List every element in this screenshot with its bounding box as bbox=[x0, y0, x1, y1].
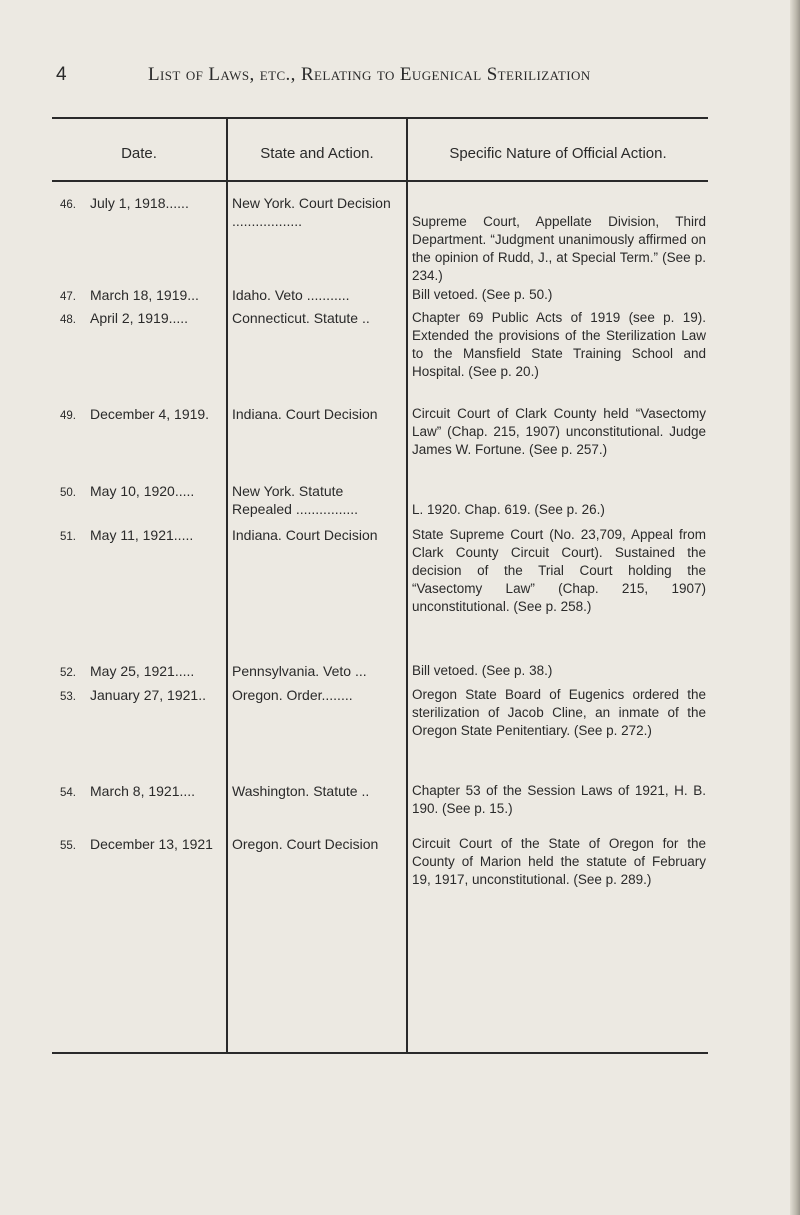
date-text: April 2, 1919..... bbox=[90, 310, 189, 326]
row-number: 49. bbox=[60, 410, 76, 422]
header-date: Date. bbox=[121, 145, 157, 162]
date-text: May 11, 1921..... bbox=[90, 527, 194, 543]
column-divider-2 bbox=[406, 117, 408, 1054]
row-54-specific-nature: Chapter 53 of the Session Laws of 1921, H. B. 190. (See p. 15.) bbox=[412, 783, 706, 816]
row-49-specific-nature: Circuit Court of Clark County held “Vasectomy Law” (Chap. 215, 1907) unconstitutional. Judge James W. Fortune. (See p. 257.) bbox=[412, 406, 706, 457]
row-55-specific-nature: Circuit Court of the State of Oregon for the County of Marion held the statute of February 19, 1917, unconstitutional. (See p. 289.) bbox=[412, 836, 706, 887]
date-text: December 4, 1919. bbox=[90, 406, 210, 422]
header-state-action: State and Action. bbox=[260, 145, 374, 162]
row-51-specific-nature: State Supreme Court (No. 23,709, Appeal from Clark County Circuit Court). Sustained the decision of the Trial Court holding the “Vasectomy Law” (Chap. 215, 1907) unconstitutional. (See p. 258.) bbox=[412, 527, 706, 614]
row-number: 50. bbox=[60, 487, 76, 499]
row-46-specific-nature: Supreme Court, Appellate Division, Third Department. “Judgment unanimously affirmed on the opinion of Rudd, J., at Special Term.” (See p. 234.) bbox=[412, 214, 706, 283]
row-48-specific-nature: Chapter 69 Public Acts of 1919 (see p. 19). Extended the provisions of the Sterilization Law to the Mansfield State Training School and Hospital. (See p. 20.) bbox=[412, 310, 706, 379]
row-49-date bbox=[60, 405, 225, 425]
row-52-date bbox=[60, 662, 225, 682]
row-number: 55. bbox=[60, 840, 76, 852]
date-text: July 1, 1918...... bbox=[90, 195, 189, 211]
row-number: 52. bbox=[60, 667, 76, 679]
table-bottom-rule bbox=[52, 1052, 708, 1054]
row-53-state-action: Oregon. Order........ bbox=[232, 687, 353, 703]
date-text: May 25, 1921..... bbox=[90, 663, 195, 679]
row-53-date bbox=[60, 686, 225, 706]
date-text: March 8, 1921.... bbox=[90, 783, 196, 799]
row-47-date bbox=[60, 286, 225, 306]
row-51-date bbox=[60, 526, 225, 546]
row-50-date bbox=[60, 482, 225, 502]
row-49-state-action: Indiana. Court Decision bbox=[232, 406, 378, 422]
column-divider-1 bbox=[226, 117, 228, 1054]
header-specific-nature: Specific Nature of Official Action. bbox=[449, 145, 667, 162]
row-48-date bbox=[60, 309, 225, 329]
row-52-specific-nature: Bill vetoed. (See p. 38.) bbox=[412, 663, 553, 678]
row-55-state-action: Oregon. Court Decision bbox=[232, 836, 379, 852]
row-48-state-action: Connecticut. Statute .. bbox=[232, 310, 370, 326]
row-46-date bbox=[60, 194, 225, 214]
row-number: 51. bbox=[60, 531, 76, 543]
row-number: 48. bbox=[60, 314, 76, 326]
row-47-specific-nature: Bill vetoed. (See p. 50.) bbox=[412, 287, 553, 302]
row-53-specific-nature: Oregon State Board of Eugenics ordered the sterilization of Jacob Cline, an inmate of the Oregon State Penitentiary. (See p. 272.) bbox=[412, 687, 706, 738]
row-52-state-action: Pennsylvania. Veto ... bbox=[232, 663, 367, 679]
row-50-state-action: New York. Statute Repealed ................ bbox=[232, 483, 359, 517]
row-number: 47. bbox=[60, 291, 76, 303]
row-54-state-action: Washington. Statute .. bbox=[232, 783, 370, 799]
row-55-date bbox=[60, 835, 225, 855]
page-number: 4 bbox=[56, 64, 67, 85]
table-top-rule bbox=[52, 117, 708, 119]
row-50-specific-nature: L. 1920. Chap. 619. (See p. 26.) bbox=[412, 502, 605, 517]
running-head: List of Laws, etc., Relating to Eugenical Sterilization bbox=[148, 64, 591, 85]
date-text: January 27, 1921.. bbox=[90, 687, 206, 703]
row-54-date bbox=[60, 782, 225, 802]
date-text: May 10, 1920..... bbox=[90, 483, 195, 499]
row-46-state-action: New York. Court Decision .................. bbox=[232, 195, 391, 229]
row-number: 46. bbox=[60, 199, 76, 211]
row-number: 54. bbox=[60, 787, 76, 799]
date-text: March 18, 1919... bbox=[90, 287, 199, 303]
header-bottom-rule bbox=[52, 180, 708, 182]
date-text: December 13, 1921 bbox=[90, 836, 213, 852]
row-47-state-action: Idaho. Veto ........... bbox=[232, 287, 350, 303]
row-51-state-action: Indiana. Court Decision bbox=[232, 527, 378, 543]
page-edge bbox=[790, 0, 800, 1215]
row-number: 53. bbox=[60, 691, 76, 703]
